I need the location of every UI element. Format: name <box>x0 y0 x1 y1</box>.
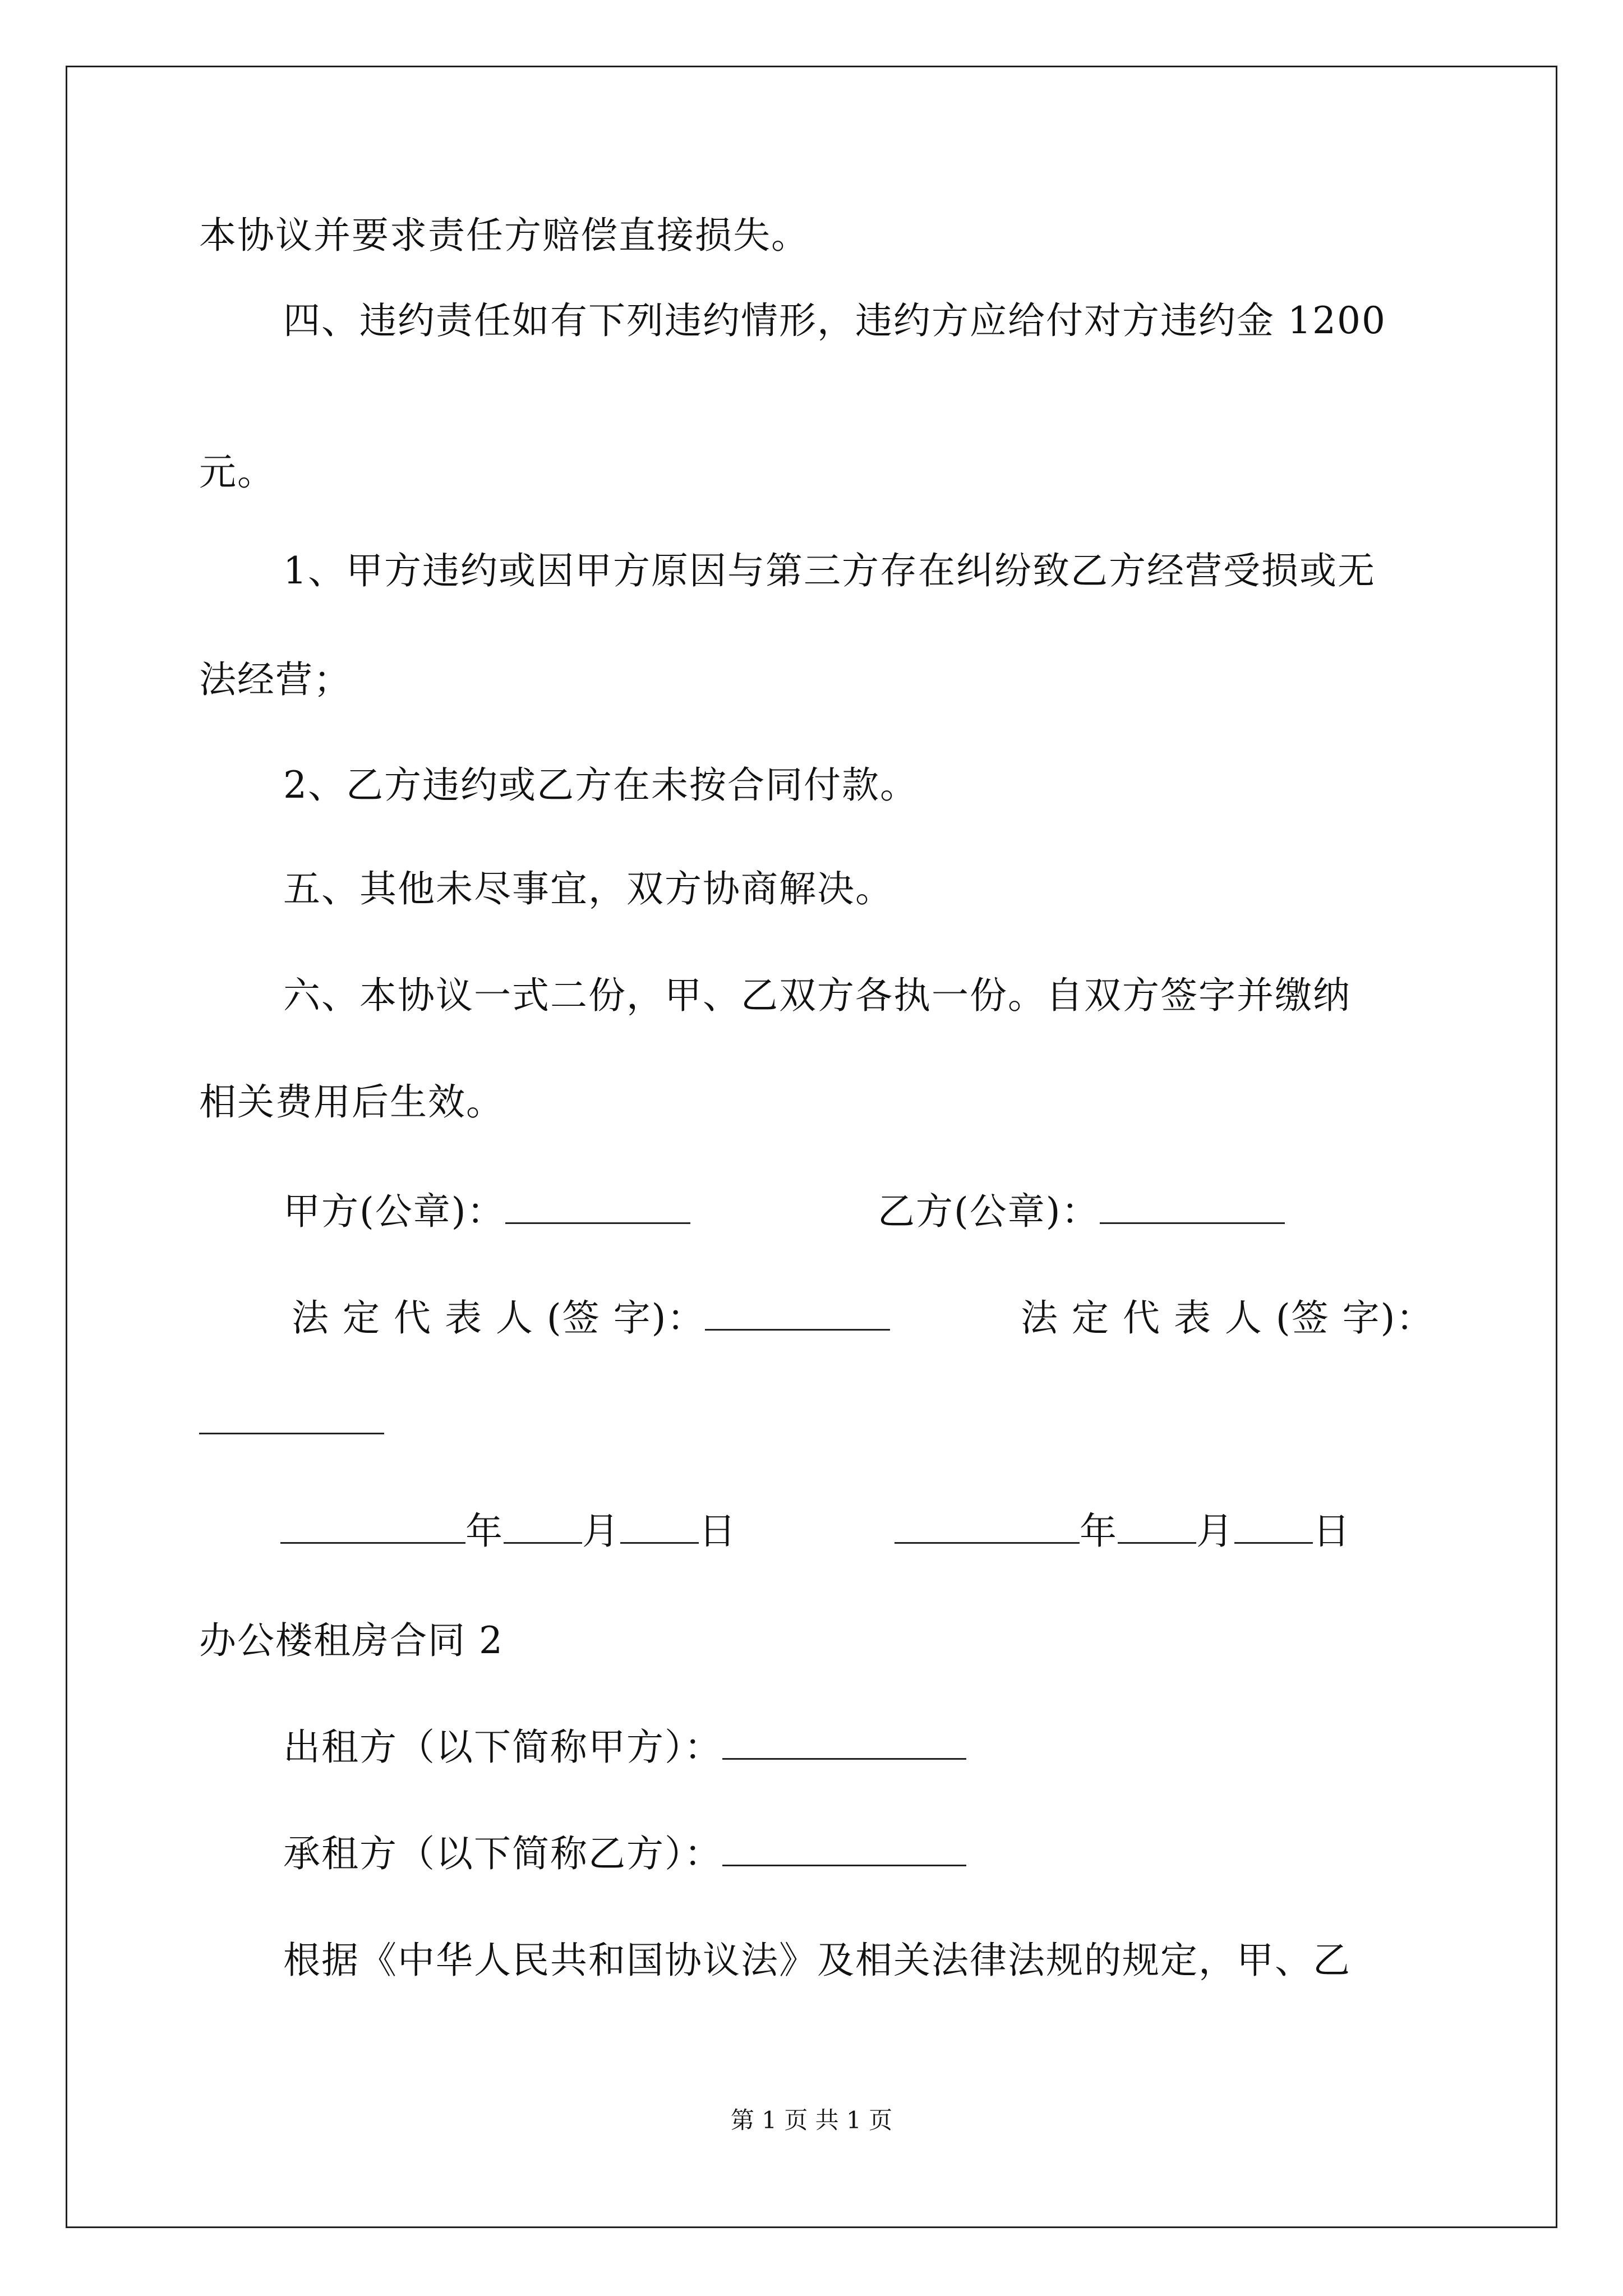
party-b-seal-blank <box>1100 1190 1285 1224</box>
paragraph-line: 2、乙方违约或乙方在未按合同付款。 <box>283 763 918 807</box>
year-blank <box>280 1510 465 1544</box>
year-blank <box>895 1510 1080 1544</box>
party-a-seal-label: 甲方(公章)： <box>283 1190 505 1233</box>
date-b-line <box>895 1509 1351 1554</box>
rep-a-line <box>292 1296 890 1341</box>
day-label: 日 <box>699 1510 737 1553</box>
lessee-blank <box>722 1832 966 1866</box>
rep-b-blank <box>199 1400 384 1434</box>
party-a-seal-line <box>283 1189 690 1234</box>
lessee-label: 承租方（以下简称乙方）： <box>283 1832 722 1875</box>
page-border <box>66 66 1557 2228</box>
day-blank <box>1234 1510 1313 1544</box>
section-title: 办公楼租房合同 2 <box>199 1619 504 1662</box>
lessor-label: 出租方（以下简称甲方）： <box>283 1726 722 1769</box>
paragraph-line: 四、违约责任如有下列违约情形，违约方应给付对方违约金 1200 <box>283 299 1386 342</box>
page-footer: 第 1 页 共 1 页 <box>730 2106 893 2134</box>
lessee-line <box>283 1832 966 1876</box>
date-a-line <box>280 1509 737 1554</box>
paragraph-line: 相关费用后生效。 <box>199 1080 504 1124</box>
rep-a-label: 法 定 代 表 人 (签 字)： <box>292 1296 706 1340</box>
party-b-seal-line <box>878 1189 1285 1234</box>
month-blank <box>504 1510 582 1544</box>
month-label: 月 <box>582 1510 620 1553</box>
rep-b-blank-line <box>199 1400 384 1444</box>
day-blank <box>620 1510 699 1544</box>
lessor-blank <box>722 1726 966 1760</box>
paragraph-line: 根据《中华人民共和国协议法》及相关法律法规的规定，甲、乙 <box>283 1939 1351 1982</box>
month-label: 月 <box>1196 1510 1234 1553</box>
year-label: 年 <box>1080 1510 1118 1553</box>
month-blank <box>1118 1510 1196 1544</box>
paragraph-line: 元。 <box>199 450 275 494</box>
paragraph-line: 法经营； <box>199 658 352 701</box>
rep-b-line <box>1021 1296 1434 1341</box>
paragraph-line: 本协议并要求责任方赔偿直接损失。 <box>199 214 809 257</box>
rep-b-label: 法 定 代 表 人 (签 字)： <box>1021 1296 1435 1340</box>
paragraph-line: 1、甲方违约或因甲方原因与第三方存在纠纷致乙方经营受损或无 <box>283 549 1376 592</box>
lessor-line <box>283 1725 966 1770</box>
year-label: 年 <box>465 1510 504 1553</box>
paragraph-line: 五、其他未尽事宜，双方协商解决。 <box>283 867 893 910</box>
rep-a-blank <box>705 1296 890 1331</box>
day-label: 日 <box>1313 1510 1351 1553</box>
paragraph-line: 六、本协议一式二份，甲、乙双方各执一份。自双方签字并缴纳 <box>283 974 1351 1017</box>
party-a-seal-blank <box>505 1190 690 1224</box>
party-b-seal-label: 乙方(公章)： <box>878 1190 1100 1233</box>
